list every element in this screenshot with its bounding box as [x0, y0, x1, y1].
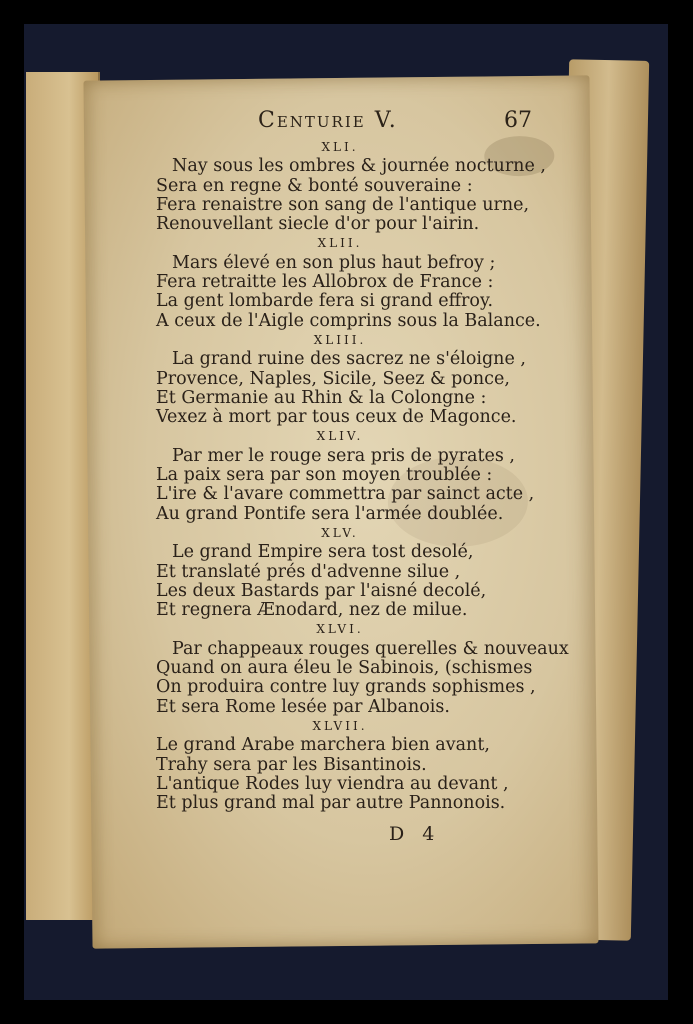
quatrain-number: XLII. [317, 236, 363, 251]
verse-line: Le grand Arabe marchera bien avant, [156, 735, 490, 756]
quatrain-number: XLVI. [316, 622, 364, 637]
prophecy-text [150, 138, 569, 814]
quatrain-number: XLV. [321, 525, 359, 540]
verse-line: La paix sera par son moyen troublée : [156, 465, 493, 486]
verse-line: Vexez à mort par tous ceux de Magonce. [156, 407, 517, 428]
verse-line: Au grand Pontife sera l'armée doublée. [156, 503, 504, 524]
verse-line: Et plus grand mal par autre Pannonois. [156, 793, 506, 814]
verse-line: Et regnera Ænodard, nez de milue. [156, 600, 468, 621]
quatrain [150, 524, 550, 620]
verse-line: L'antique Rodes luy viendra au devant , [156, 773, 509, 794]
quatrain-number: XLIII. [313, 332, 367, 347]
verse-line: Renouvellant siecle d'or pour l'airin. [156, 214, 480, 235]
verse-line: La grand ruine des sacrez ne s'éloigne , [172, 349, 526, 370]
verse-line: L'ire & l'avare commettra par sainct acte , [156, 484, 535, 505]
quatrain [150, 138, 550, 234]
quatrain [150, 331, 550, 427]
verse-line: Mars élevé en son plus haut befroy ; [172, 252, 496, 273]
running-title: Centurie V. [258, 108, 398, 133]
quatrain [150, 717, 550, 813]
verse-line: Le grand Empire sera tost desolé, [172, 542, 474, 563]
verse-line: Et translaté prés d'advenne silue , [156, 561, 461, 582]
signature-mark: D 4 [389, 823, 441, 845]
quatrain [150, 620, 569, 717]
verse-line: A ceux de l'Aigle comprins sous la Balance. [156, 310, 541, 331]
verse-line: On produira contre luy grands sophismes , [156, 677, 536, 698]
verse-line: La gent lombarde fera si grand effroy. [156, 291, 494, 312]
verse-line: Trahy sera par les Bisantinois. [156, 754, 427, 775]
quatrain-number: XLI. [321, 140, 359, 154]
quatrain [150, 234, 550, 330]
verse-line: Et Germanie au Rhin & la Colongne : [156, 387, 487, 408]
verse-line: Fera retraitte les Allobrox de France : [156, 272, 494, 293]
verse-line: Nay sous les ombres & journée nocturne , [172, 156, 546, 177]
verse-line: Fera renaistre son sang de l'antique urne, [156, 194, 530, 215]
page-header [258, 108, 558, 138]
quatrain-number: XLVII. [312, 718, 368, 733]
verse-line: Par chappeaux rouges querelles & nouveaux [172, 638, 569, 659]
quatrain [150, 427, 550, 523]
page-number: 67 [504, 108, 532, 133]
verse-line: Provence, Naples, Sicile, Seez & ponce, [156, 368, 510, 389]
verse-line: Les deux Bastards par l'aisné decolé, [156, 580, 487, 601]
quatrain-number: XLIV. [316, 429, 364, 444]
verse-line: Par mer le rouge sera pris de pyrates , [172, 445, 515, 466]
verse-line: Sera en regne & bonté souveraine : [156, 175, 473, 196]
verse-line: Et sera Rome lesée par Albanois. [156, 696, 450, 717]
verse-line: Quand on aura éleu le Sabinois, (schismes [156, 658, 533, 679]
